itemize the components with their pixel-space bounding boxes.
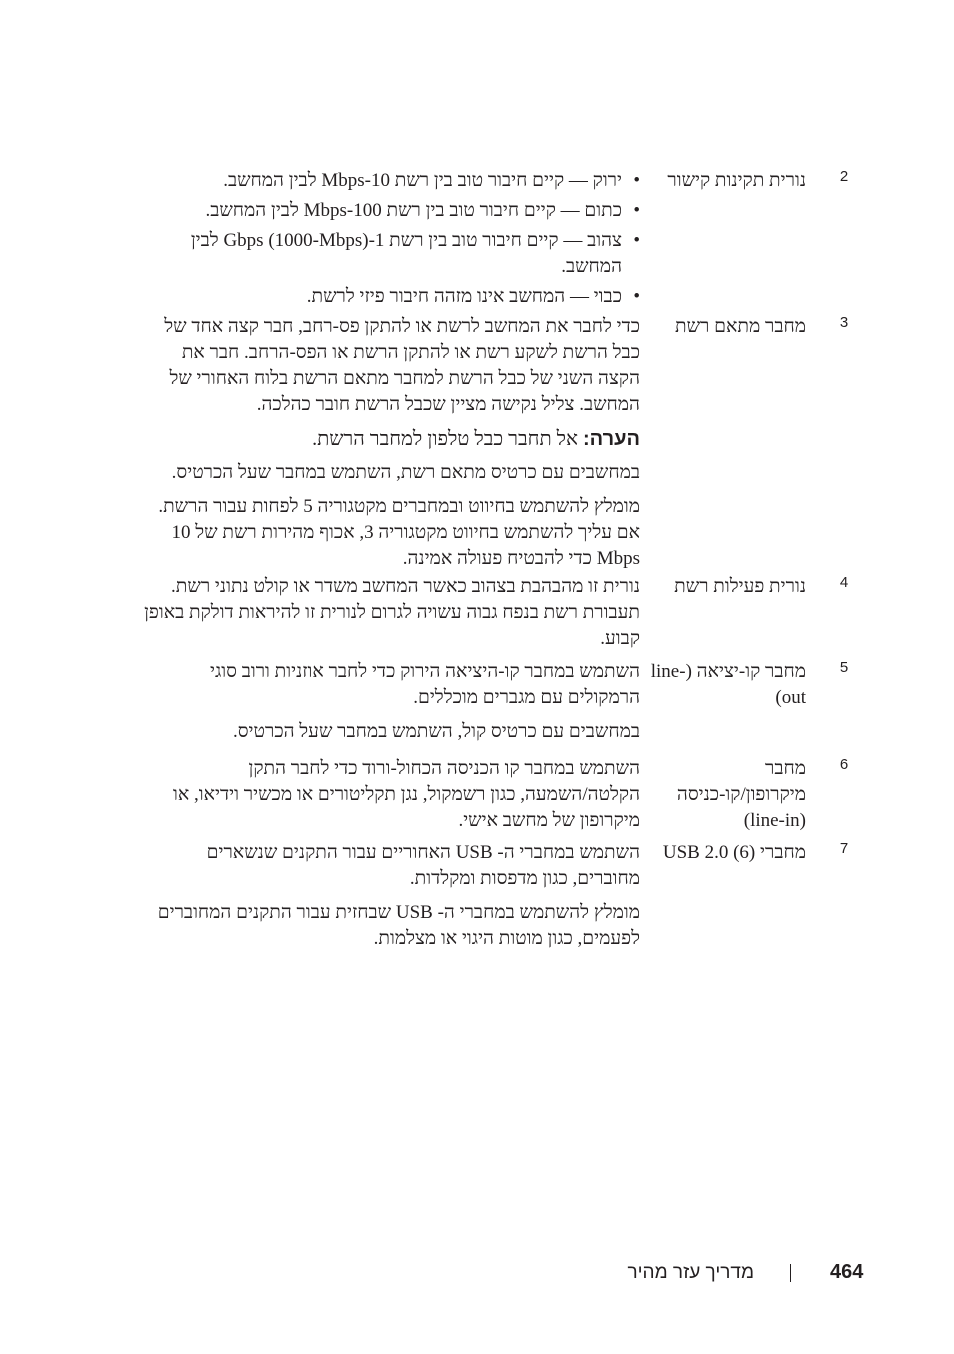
- description-paragraph: השתמש במחברי ה- USB האחוריים עבור התקנים שנשארים מחוברים, כגון מדפסות ומקלדות.: [206, 842, 640, 889]
- item-name: מחבר קו-יציאה (line-out): [650, 661, 806, 708]
- footer-divider: [790, 1264, 791, 1282]
- description-paragraph: השתמש במחבר קו-היציאה הירוק כדי לחבר אוזניות ורוב סוגי הרמקולים עם מגברים מוכללים.: [210, 661, 640, 708]
- item-number: 3: [839, 314, 849, 331]
- description-paragraph: במחשבים עם כרטיס קול, השתמש במחבר שעל הכרטיס.: [232, 721, 640, 742]
- item-number: 7: [839, 840, 849, 857]
- item-description: [136, 168, 640, 314]
- item-name: מחברי USB 2.0 (6): [662, 842, 806, 863]
- item-number: 6: [839, 756, 849, 773]
- note-text: אל תחבר כבל טלפון למחבר הרשת.: [312, 428, 584, 450]
- item-number: 4: [839, 574, 849, 591]
- bullet-icon: •: [633, 286, 640, 307]
- description-paragraph: מומלץ להשתמש במחברי ה- USB שבחזית עבור התקנים המחוברים לפעמים, כגון מוטות היגוי או מצלמות.: [157, 902, 640, 949]
- list-item: • כבוי — המחשב אינו מזהה חיבור פיזי לרשת.: [136, 284, 640, 310]
- bullet-icon: •: [633, 230, 640, 251]
- item-number: 2: [839, 168, 849, 185]
- item-description: [136, 840, 640, 960]
- page-number: 464: [830, 1261, 864, 1283]
- description-paragraph: נורית זו מהבהבת בצהוב כאשר המחשב משדר או קולט נתוני רשת. תעבורת רשת בנפח גבוה עשויה לגרום לנורית זו להיראות דולקת באופן קבוע.: [144, 576, 640, 649]
- item-description: [136, 314, 640, 580]
- footer-title: מדריך עזר מהיר: [627, 1262, 754, 1283]
- status-list: [136, 168, 640, 310]
- item-name: מחבר מיקרופון/קו-כניסה (line-in): [676, 758, 806, 831]
- item-name: מחבר מתאם רשת: [675, 316, 806, 337]
- list-item: • כתום — קיים חיבור טוב בין רשת 100-Mbps לבין המחשב.: [136, 198, 640, 224]
- note: [136, 426, 640, 452]
- bullet-icon: •: [633, 170, 640, 191]
- description-paragraph: השתמש במחבר קו הכניסה הכחול-ורוד כדי לחבר התקן הקלטה/השמעה, כגון רשמקול, נגן תקליטורים או מכשיר וידיאו, או מיקרופון של מחשב אישי.: [173, 758, 640, 831]
- list-item: • ירוק — קיים חיבור טוב בין רשת 10-Mbps לבין המחשב.: [136, 168, 640, 194]
- item-description: [136, 756, 640, 842]
- item-description: [136, 659, 640, 753]
- item-number: 5: [839, 659, 849, 676]
- bullet-icon: •: [633, 200, 640, 221]
- item-description: [136, 574, 640, 660]
- description-paragraph: במחשבים עם כרטיס מתאם רשת, השתמש במחבר שעל הכרטיס.: [171, 462, 640, 483]
- description-paragraph: כדי לחבר את המחשב לרשת או להתקן פס-רחב, חבר קצה אחד של כבל הרשת לשקע רשת או להתקן הרשת או הפס-הרחב. חבר את הקצה השני של כבל הרשת למחבר מתאם הרשת בלוח האחורי של המחשב. צליל נקישה מציין שכבל הרשת חובר כהלכה.: [164, 316, 640, 415]
- item-name: נורית תקינות קישור: [667, 170, 806, 191]
- item-name: נורית פעילות רשת: [674, 576, 806, 597]
- list-item: • צהוב — קיים חיבור טוב בין רשת 1-Gbps (1000-Mbps) לבין המחשב.: [190, 230, 640, 277]
- description-paragraph: מומלץ להשתמש בחיווט ובמחברים מקטגוריה 5 לפחות עבור הרשת. אם עליך להשתמש בחיווט מקטגוריה 3, אכוף מהירות רשת של 10 Mbps כדי להבטיח פעולה אמינה.: [158, 496, 640, 569]
- note-label: הערה:: [583, 428, 640, 450]
